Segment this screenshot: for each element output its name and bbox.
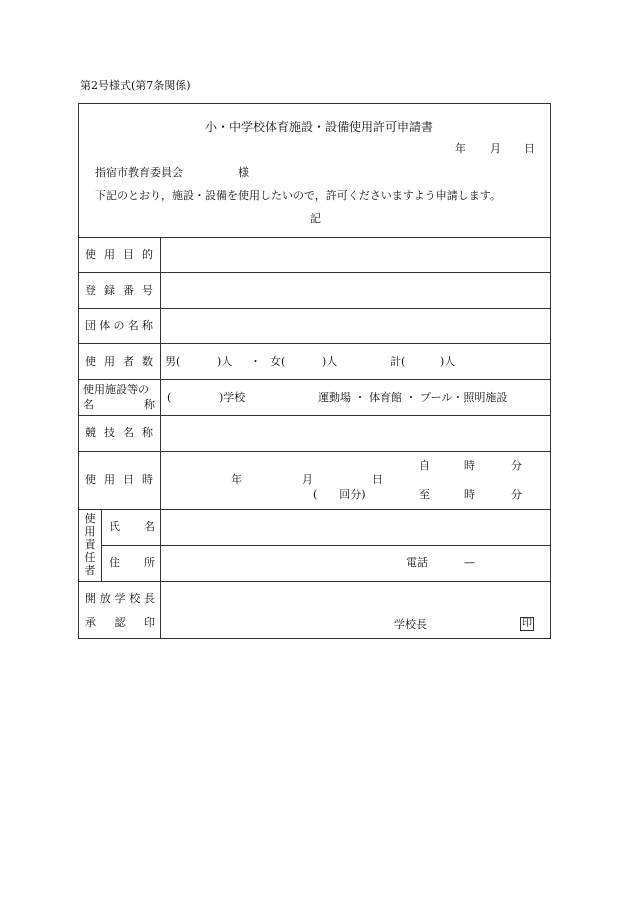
- usage-month-label: 月: [302, 473, 313, 486]
- female-count-field[interactable]: [292, 348, 320, 372]
- responsible-address-field[interactable]: [162, 547, 402, 579]
- column-divider: [160, 237, 161, 639]
- male-count-open: 男(: [165, 355, 181, 368]
- facility-label-line1: 使用施設等の: [83, 383, 149, 396]
- male-count-field[interactable]: [186, 348, 214, 372]
- female-count-open: 女(: [270, 355, 286, 368]
- date-year-label: 年: [455, 142, 466, 155]
- row-divider: [78, 272, 551, 273]
- principal-label: 学校長: [394, 618, 427, 631]
- application-statement: 下記のとおり，施設・設備を使用したいので，許可くださいますよう申請します。: [95, 189, 501, 202]
- facility-label-line2: 名 称: [83, 398, 155, 411]
- form-number-label: 第2号様式(第7条関係): [80, 79, 191, 92]
- row-divider: [78, 343, 551, 344]
- row-divider: [78, 308, 551, 309]
- user-count-label: 使 用 者 数: [85, 355, 153, 368]
- group-name-field[interactable]: [162, 310, 549, 342]
- ki-label: 記: [310, 212, 321, 225]
- row-divider: [78, 581, 551, 582]
- facility-school-open: (: [167, 391, 172, 404]
- row-divider: [78, 509, 551, 510]
- responsible-address-label: 住 所: [109, 556, 155, 569]
- to-hour-label: 時: [464, 488, 475, 501]
- responsible-person-label: 使 用 責 任 者: [84, 512, 96, 577]
- female-count-close: )人: [322, 355, 338, 368]
- honorific: 様: [238, 166, 249, 179]
- event-name-label: 競 技 名 称: [85, 426, 153, 439]
- total-count-field[interactable]: [410, 348, 438, 372]
- usage-year-label: 年: [231, 473, 242, 486]
- row-divider: [78, 237, 551, 238]
- approval-label-line2: 承 認 印: [85, 616, 155, 629]
- to-label: 至: [419, 488, 430, 501]
- addressee: 指宿市教育委員会: [95, 166, 183, 179]
- to-minute-label: 分: [511, 488, 522, 501]
- date-month-label: 月: [490, 142, 501, 155]
- registration-field[interactable]: [162, 274, 549, 306]
- phone-label: 電話: [406, 556, 428, 569]
- seal-stamp-box[interactable]: 印: [522, 618, 532, 629]
- total-count-close: )人: [440, 355, 456, 368]
- date-day-label: 日: [524, 142, 535, 155]
- facility-options[interactable]: 運動場 ・ 体育館 ・ プール・照明施設: [318, 391, 508, 404]
- responsible-name-label: 氏 名: [109, 520, 155, 533]
- registration-label: 登 録 番 号: [85, 284, 153, 297]
- approval-label-line1: 開 放 学 校 長: [85, 592, 155, 605]
- row-divider: [78, 379, 551, 380]
- row-divider: [78, 415, 551, 416]
- usage-datetime-label: 使 用 日 時: [85, 473, 153, 486]
- from-hour-label: 時: [464, 459, 475, 472]
- row-divider: [101, 545, 551, 546]
- phone-dash: —: [464, 556, 475, 569]
- session-count: ( 回分): [313, 488, 366, 501]
- purpose-label: 使 用 目 的: [85, 248, 153, 261]
- facility-school-field[interactable]: [176, 384, 216, 408]
- separator-dot: ・: [250, 355, 261, 368]
- usage-day-label: 日: [372, 473, 383, 486]
- from-label: 自: [419, 459, 430, 472]
- responsible-name-field[interactable]: [162, 511, 549, 543]
- event-name-field[interactable]: [162, 417, 549, 449]
- form-title: 小・中学校体育施設・設備使用許可申請書: [205, 120, 434, 134]
- group-name-label: 団 体 の 名 称: [85, 319, 153, 332]
- total-count-open: 計(: [390, 355, 406, 368]
- facility-school-label: )学校: [219, 391, 246, 404]
- column-divider: [101, 509, 102, 581]
- from-minute-label: 分: [511, 459, 522, 472]
- row-divider: [78, 451, 551, 452]
- male-count-close: )人: [217, 355, 233, 368]
- purpose-field[interactable]: [162, 239, 549, 271]
